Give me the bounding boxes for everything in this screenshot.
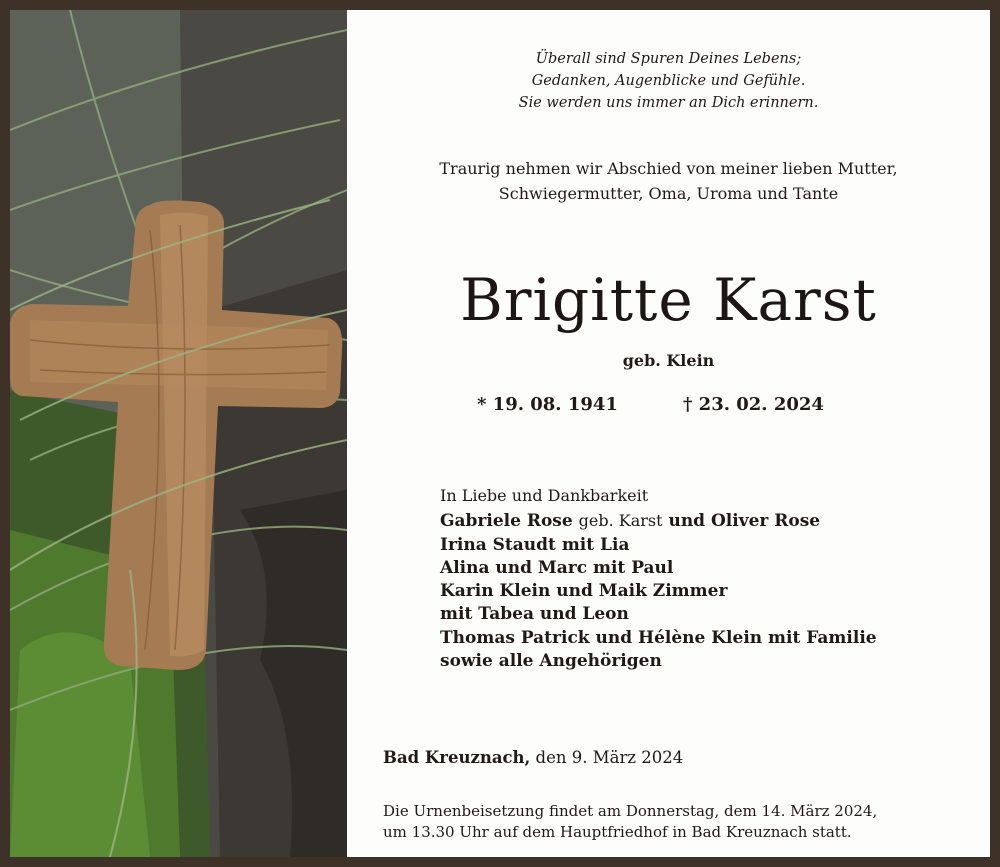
mourner-name: Gabriele Rose	[440, 511, 573, 532]
thanks-line: In Liebe und Dankbarkeit	[440, 486, 649, 505]
verse-line: Überall sind Spuren Deines Lebens;	[535, 51, 802, 67]
verse	[347, 48, 990, 114]
birth-date: * 19. 08. 1941	[477, 394, 618, 415]
maiden-name: geb. Klein	[622, 351, 715, 370]
deceased-name: Brigitte Karst	[460, 266, 877, 334]
place-date	[383, 748, 683, 767]
mourner-line: sowie alle Angehörigen	[440, 651, 662, 672]
death-date: † 23. 02. 2024	[683, 394, 824, 415]
mourners-list	[440, 484, 877, 673]
mourner-line: Irina Staudt mit Lia	[440, 534, 630, 555]
mourner-line: Thomas Patrick und Hélène Klein mit Familie	[440, 627, 877, 648]
verse-line: Gedanken, Augenblicke und Gefühle.	[531, 73, 806, 89]
obituary-text-panel	[347, 10, 990, 857]
burial-notice	[383, 801, 877, 843]
intro-text	[347, 156, 990, 206]
cross-photo	[10, 10, 347, 857]
cross-illustration	[10, 10, 347, 857]
mourner-line: Karin Klein und Maik Zimmer	[440, 581, 728, 602]
verse-line: Sie werden uns immer an Dich erinnern.	[518, 95, 819, 111]
place-date-text: den 9. März 2024	[535, 748, 684, 767]
mourner-line: Alina und Marc mit Paul	[440, 557, 674, 578]
mourner-line	[440, 509, 877, 533]
intro-line: Schwiegermutter, Oma, Uroma und Tante	[498, 184, 839, 203]
mourner-name: und Oliver Rose	[668, 511, 821, 532]
mourner-maiden: geb. Karst	[578, 511, 663, 531]
mourner-line: mit Tabea und Leon	[440, 604, 629, 625]
intro-line: Traurig nehmen wir Abschied von meiner lieben Mutter,	[439, 159, 898, 178]
burial-line: Die Urnenbeisetzung findet am Donnerstag, dem 14. März 2024,	[383, 802, 878, 820]
place-city: Bad Kreuznach,	[383, 748, 531, 767]
burial-line: um 13.30 Uhr auf dem Hauptfriedhof in Bad Kreuznach statt.	[383, 823, 852, 841]
